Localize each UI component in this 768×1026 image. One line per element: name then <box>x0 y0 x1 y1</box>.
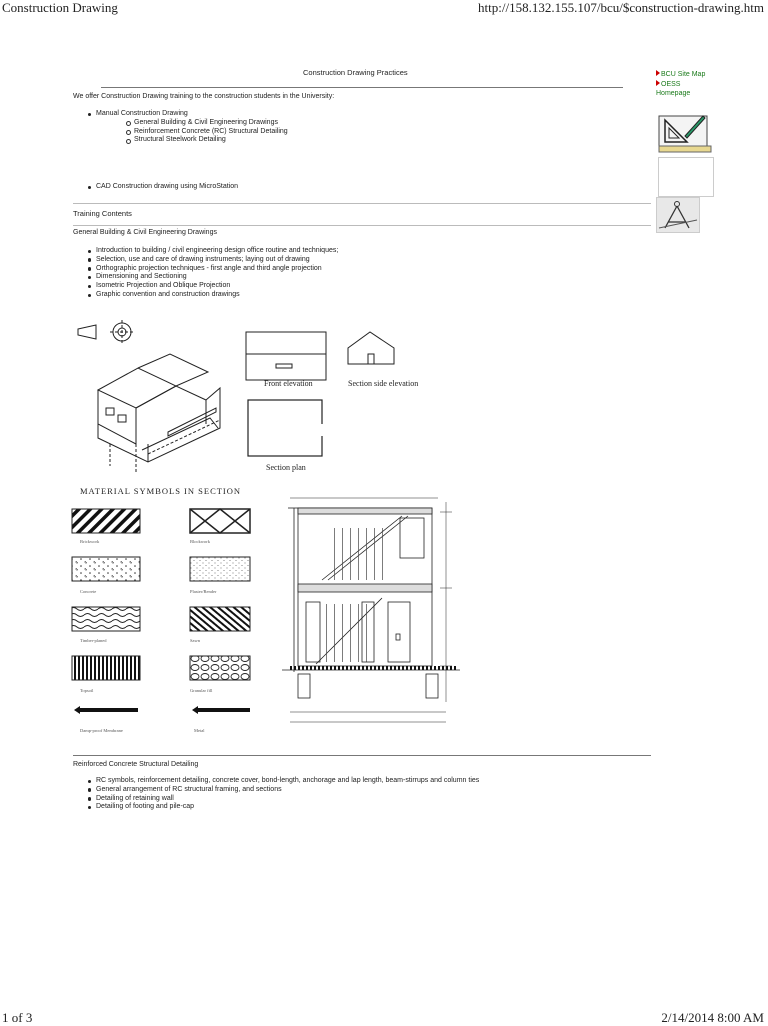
svg-text:Granular fill: Granular fill <box>190 688 213 693</box>
svg-text:Blockwork: Blockwork <box>190 539 210 544</box>
intro-text: We offer Construction Drawing training to the construction students in the University: <box>73 93 335 100</box>
arrow-icon <box>656 80 660 86</box>
list-item: General Building & Civil Engineering Drawings <box>125 119 288 128</box>
material-symbol-metal <box>192 706 250 733</box>
material-symbol-timber <box>72 607 140 643</box>
front-elevation-label: Front elevation <box>264 379 313 388</box>
svg-text:Concrete: Concrete <box>80 589 97 594</box>
sidebar <box>656 66 716 98</box>
list-item: Detailing of footing and pile-cap <box>87 803 479 812</box>
section-divider <box>73 203 651 204</box>
site-map-link[interactable]: BCU Site Map <box>656 70 716 79</box>
svg-text:Topsoil: Topsoil <box>80 688 94 693</box>
list-item: Selection, use and care of drawing instruments; laying out of drawing <box>87 256 338 265</box>
construction-drawing-figure <box>70 312 460 738</box>
svg-text:Damp-proof Membrane: Damp-proof Membrane <box>80 728 123 733</box>
material-symbol-granular-fill <box>190 656 250 693</box>
compass-icon[interactable] <box>656 197 700 233</box>
material-symbol-blockwork <box>190 509 250 544</box>
svg-text:Metal: Metal <box>194 728 205 733</box>
list-item: Reinforcement Concrete (RC) Structural Detailing <box>125 128 288 137</box>
list-item: Dimensioning and Sectioning <box>87 273 338 282</box>
title-divider <box>101 87 623 88</box>
image-placeholder <box>658 157 714 197</box>
section-side-elevation <box>348 332 394 364</box>
section-heading: General Building & Civil Engineering Drawings <box>73 229 217 236</box>
training-heading: Training Contents <box>73 209 132 218</box>
list-item: Isometric Projection and Oblique Projection <box>87 282 338 291</box>
section-heading: Reinforced Concrete Structural Detailing <box>73 761 199 768</box>
svg-text:Timber-planed: Timber-planed <box>80 638 107 643</box>
section-plan <box>248 400 322 456</box>
document-title: Construction Drawing <box>2 0 118 15</box>
section-divider <box>73 225 651 226</box>
material-symbol-topsoil <box>72 656 140 693</box>
list-item: Orthographic projection techniques - first angle and third angle projection <box>87 265 338 274</box>
material-symbols-heading: MATERIAL SYMBOLS IN SECTION <box>80 486 242 496</box>
svg-text:Brickwork: Brickwork <box>80 539 100 544</box>
section-divider <box>73 755 651 756</box>
front-elevation <box>246 332 326 380</box>
section1-list <box>87 247 338 300</box>
material-symbol-brickwork <box>72 509 140 544</box>
projection-symbol <box>78 320 134 344</box>
arrow-icon <box>656 70 660 76</box>
material-symbol-dpm <box>74 706 138 733</box>
list-item: RC symbols, reinforcement detailing, concrete cover, bond-length, anchorage and lap length, beam-stirrups and column ties <box>87 777 479 786</box>
page-indicator: 1 of 3 <box>2 1010 33 1025</box>
stair-section-drawing <box>282 498 460 722</box>
offerings-list-cad <box>87 183 238 192</box>
material-symbol-concrete <box>72 557 140 594</box>
page-url: http://158.132.155.107/bcu/$construction-drawing.htm <box>478 0 764 15</box>
list-item: Detailing of retaining wall <box>87 795 479 804</box>
offerings-list <box>87 110 288 145</box>
oess-homepage-link[interactable]: OESS Homepage <box>656 81 691 97</box>
list-item: Manual Construction Drawing General Building & Civil Engineering Drawings Reinforcement Concrete (RC) Structural Detailing Structural Steelwork Detailing <box>87 110 288 145</box>
section2-list <box>87 777 479 812</box>
svg-text:Plaster/Render: Plaster/Render <box>190 589 217 594</box>
list-item: CAD Construction drawing using MicroStation <box>87 183 238 192</box>
material-symbol-plaster <box>190 557 250 594</box>
drawing-tools-icon[interactable] <box>657 112 713 156</box>
list-item: Structural Steelwork Detailing <box>125 136 288 145</box>
list-item: General arrangement of RC structural framing, and sections <box>87 786 479 795</box>
material-symbol-sawn <box>190 607 250 643</box>
print-datetime: 2/14/2014 8:00 AM <box>661 1010 764 1025</box>
isometric-house <box>98 354 220 472</box>
page-title: Construction Drawing Practices <box>303 68 408 77</box>
section-plan-label: Section plan <box>266 463 306 472</box>
section-side-elevation-label: Section side elevation <box>348 379 419 388</box>
list-item: Graphic convention and construction drawings <box>87 291 338 300</box>
list-item: Introduction to building / civil engineering design office routine and techniques; <box>87 247 338 256</box>
svg-text:Sawn: Sawn <box>190 638 200 643</box>
